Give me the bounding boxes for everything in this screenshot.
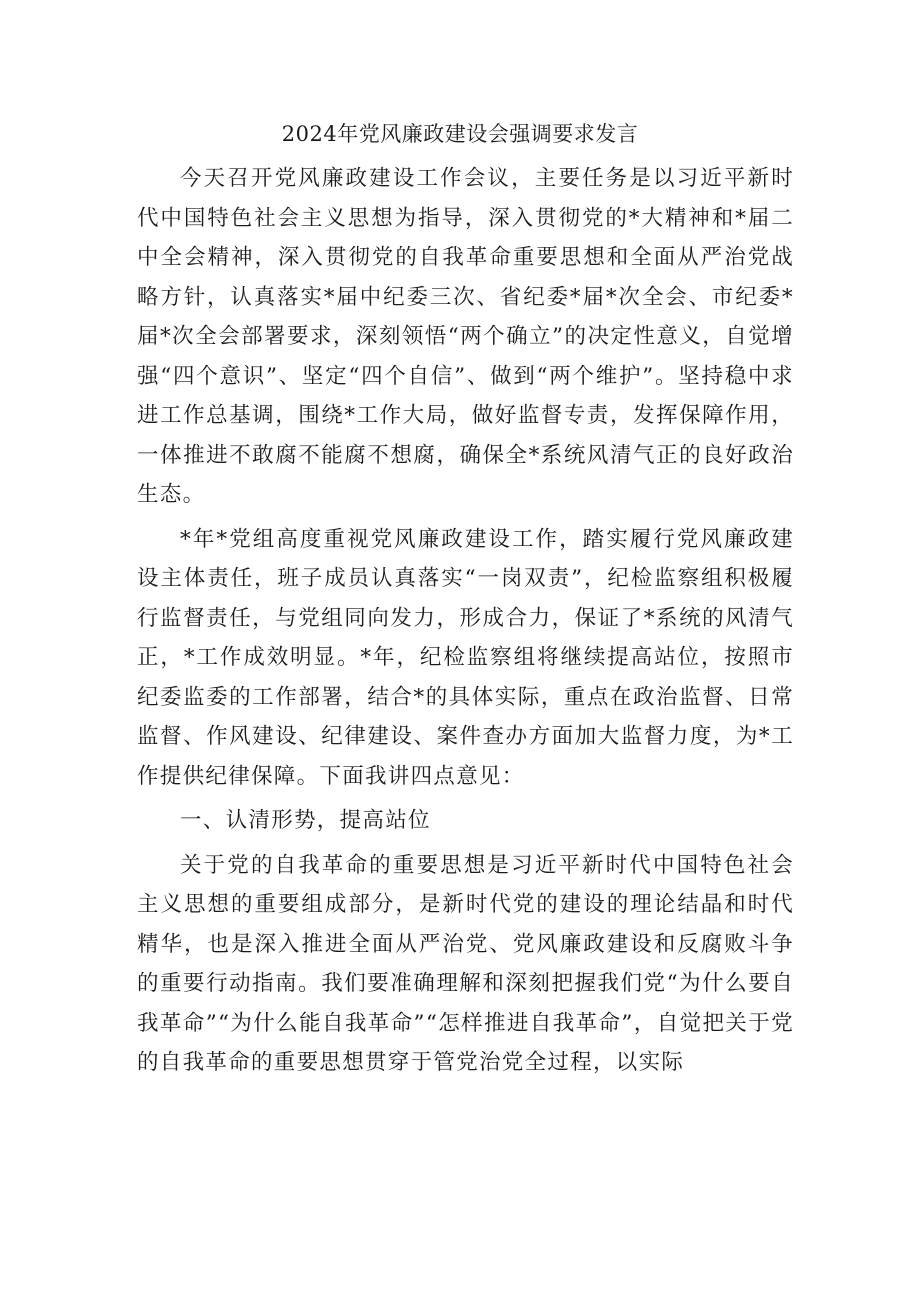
document-body [137,159,794,1088]
section-heading-1: 一、认清形势，提高站位 [180,808,431,833]
paragraph-opening: 今天召开党风廉政建设工作会议，主要任务是以习近平新时代中国特色社会主义思想为指导，深入贯彻党的*大精神和*届二中全会精神，深入贯彻党的自我革命重要思想和全面从严治党战略方针，认真落实*届中纪委三次、省纪委*届*次全会、市纪委*届*次全会部署要求，深刻领悟“两个确立”的决定性意义，自觉增强“四个意识”、坚定“四个自信”、做到“两个维护”。坚持稳中求进工作总基调，围绕*工作大局，做好监督专责，发挥保障作用，一体推进不敢腐不能腐不想腐，确保全*系统风清气正的良好政治生态。 [137,166,794,507]
paragraph-section-1: 关于党的自我革命的重要思想是习近平新时代中国特色社会主义思想的重要组成部分，是新时代党的建设的理论结晶和时代精华，也是深入推进全面从严治党、党风廉政建设和反腐败斗争的重要行动指南。我们要准确理解和深刻把握我们党“为什么要自我革命”“为什么能自我革命”“怎样推进自我革命”，自觉把关于党的自我革命的重要思想贯穿于管党治党全过程，以实际 [137,852,794,1075]
paragraph-review: *年*党组高度重视党风廉政建设工作，踏实履行党风廉政建设主体责任，班子成员认真落实“一岗双责”，纪检监察组积极履行监督责任，与党组同向发力，形成合力，保证了*系统的风清气正，*工作成效明显。*年，纪检监察组将继续提高站位，按照市纪委监委的工作部署，结合*的具体实际，重点在政治监督、日常监督、作风建设、纪律建设、案件查办方面加大监督力度，为*工作提供纪律保障。下面我讲四点意见： [137,526,794,789]
document-title: 2024年党风廉政建设会强调要求发言 [281,122,639,146]
